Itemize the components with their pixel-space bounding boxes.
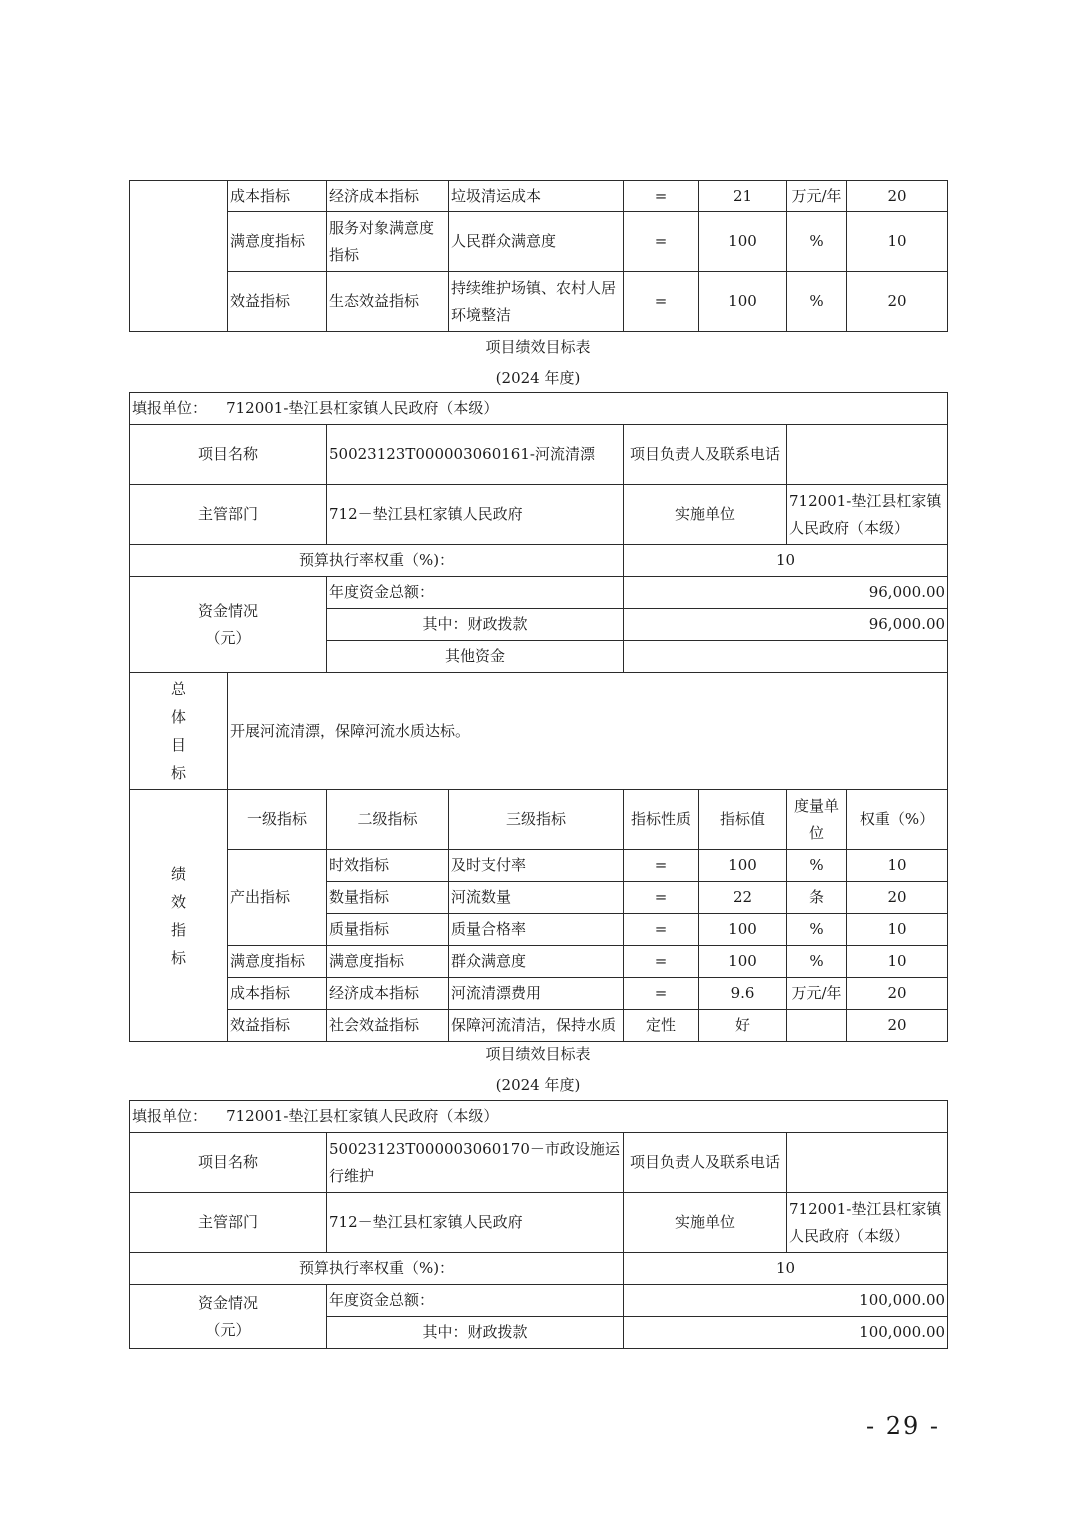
table-row: [130, 850, 948, 882]
other-fund-label: 其他资金: [327, 641, 624, 673]
unit-cell: %: [787, 914, 847, 946]
unit-cell: 万元/年: [787, 181, 847, 212]
reporting-unit-label: 填报单位：: [132, 1107, 208, 1125]
budget-weight-label: 预算执行率权重（%)：: [130, 545, 624, 577]
weight-cell: 10: [847, 212, 948, 272]
contact-value: [787, 425, 948, 485]
level2-cell: 服务对象满意度指标: [327, 212, 449, 272]
fund-unit-text: （元）: [205, 1320, 251, 1339]
value-cell: 100: [699, 850, 787, 882]
project-name-value: 50023123T000003060170－市政设施运行维护: [327, 1133, 624, 1193]
table-row: [130, 1253, 948, 1285]
contact-value: [787, 1133, 948, 1193]
reporting-unit-value: 712001-垫江县杠家镇人民政府（本级）: [226, 1107, 499, 1125]
goal-char: 目: [170, 736, 186, 754]
reporting-unit-label: 填报单位：: [132, 399, 208, 417]
table-title: 项目绩效目标表: [485, 1045, 591, 1063]
dept-value: 712－垫江县杠家镇人民政府: [327, 1193, 624, 1253]
level3-cell: 河流清漂费用: [449, 978, 624, 1010]
performance-table-municipal: [129, 1100, 948, 1349]
weight-cell: 10: [847, 914, 948, 946]
header-level2: 二级指标: [327, 790, 449, 850]
nature-cell: =: [624, 882, 699, 914]
impl-label: 实施单位: [624, 1193, 787, 1253]
level1-cell: 满意度指标: [228, 946, 327, 978]
unit-cell: 条: [787, 882, 847, 914]
header-unit: 度量单位: [787, 790, 847, 850]
table-row: [130, 212, 948, 272]
level1-cell: 成本指标: [228, 978, 327, 1010]
annual-fund-value: 100,000.00: [624, 1285, 948, 1317]
table-row: [130, 545, 948, 577]
goal-char: 总: [170, 680, 186, 698]
table-row: [130, 1285, 948, 1317]
project-name-label: 项目名称: [130, 425, 327, 485]
level3-cell: 垃圾清运成本: [449, 181, 624, 212]
level1-cell: 满意度指标: [228, 212, 327, 272]
page-number: - 29 -: [866, 1412, 941, 1440]
impl-value: 712001-垫江县杠家镇人民政府（本级）: [787, 1193, 948, 1253]
overall-goal-text: 开展河流清漂，保障河流水质达标。: [228, 673, 948, 790]
table-continued: [129, 180, 948, 332]
header-value: 指标值: [699, 790, 787, 850]
level1-cell: 成本指标: [228, 181, 327, 212]
fund-label-text: 资金情况: [197, 1293, 258, 1312]
header-level3: 三级指标: [449, 790, 624, 850]
fund-unit-text: （元）: [205, 628, 251, 647]
fund-label-text: 资金情况: [197, 601, 258, 620]
nature-cell: =: [624, 272, 699, 332]
annual-fund-label: 年度资金总额：: [327, 577, 624, 609]
fiscal-fund-label: 其中：财政拨款: [327, 1317, 624, 1349]
annual-fund-label: 年度资金总额：: [327, 1285, 624, 1317]
header-level1: 一级指标: [228, 790, 327, 850]
table-row: [130, 181, 948, 212]
nature-cell: =: [624, 850, 699, 882]
table-row: [130, 485, 948, 545]
table-row: [130, 1193, 948, 1253]
value-cell: 9.6: [699, 978, 787, 1010]
level2-cell: 时效指标: [327, 850, 449, 882]
value-cell: 21: [699, 181, 787, 212]
nature-cell: =: [624, 978, 699, 1010]
perf-char: 效: [170, 892, 186, 911]
empty-cell: [130, 181, 228, 332]
level1-cell: 产出指标: [228, 850, 327, 946]
table-row: [130, 978, 948, 1010]
table-row: [130, 673, 948, 790]
weight-cell: 20: [847, 272, 948, 332]
level3-cell: 河流数量: [449, 882, 624, 914]
perf-char: 绩: [170, 864, 186, 883]
table-year: (2024 年度): [495, 1076, 581, 1094]
weight-cell: 20: [847, 978, 948, 1010]
header-nature: 指标性质: [624, 790, 699, 850]
nature-cell: =: [624, 212, 699, 272]
level2-cell: 数量指标: [327, 882, 449, 914]
performance-indicator-label: [130, 790, 228, 1042]
level2-cell: 经济成本指标: [327, 181, 449, 212]
table-row: [130, 946, 948, 978]
level3-cell: 及时支付率: [449, 850, 624, 882]
level3-cell: 人民群众满意度: [449, 212, 624, 272]
table-row: [130, 425, 948, 485]
budget-weight-value: 10: [624, 1253, 948, 1285]
fund-label: [130, 577, 327, 673]
weight-cell: 20: [847, 882, 948, 914]
header-weight: 权重（%）: [847, 790, 948, 850]
weight-cell: 10: [847, 946, 948, 978]
unit-cell: %: [787, 212, 847, 272]
level2-cell: 经济成本指标: [327, 978, 449, 1010]
dept-label: 主管部门: [130, 485, 327, 545]
dept-value: 712－垫江县杠家镇人民政府: [327, 485, 624, 545]
table-header-row: [130, 790, 948, 850]
level3-cell: 保障河流清洁，保持水质: [449, 1010, 624, 1042]
table-row: [130, 1133, 948, 1193]
level2-cell: 质量指标: [327, 914, 449, 946]
table-title: 项目绩效目标表: [485, 338, 591, 356]
project-name-value: 50023123T000003060161-河流清漂: [327, 425, 624, 485]
level2-cell: 满意度指标: [327, 946, 449, 978]
table-row: [130, 1101, 948, 1133]
perf-char: 指: [170, 920, 186, 939]
nature-cell: =: [624, 914, 699, 946]
budget-weight-label: 预算执行率权重（%)：: [130, 1253, 624, 1285]
contact-label: 项目负责人及联系电话: [624, 1133, 787, 1193]
fiscal-fund-value: 96,000.00: [624, 609, 948, 641]
table-row: [130, 272, 948, 332]
level2-cell: 社会效益指标: [327, 1010, 449, 1042]
level1-cell: 效益指标: [228, 272, 327, 332]
dept-label: 主管部门: [130, 1193, 327, 1253]
weight-cell: 20: [847, 181, 948, 212]
annual-fund-value: 96,000.00: [624, 577, 948, 609]
project-name-label: 项目名称: [130, 1133, 327, 1193]
nature-cell: =: [624, 181, 699, 212]
level1-cell: 效益指标: [228, 1010, 327, 1042]
perf-char: 标: [170, 948, 186, 967]
value-cell: 100: [699, 272, 787, 332]
other-fund-value: [624, 641, 948, 673]
unit-cell: %: [787, 272, 847, 332]
value-cell: 好: [699, 1010, 787, 1042]
performance-table-river: [129, 392, 948, 1042]
overall-goal-label: [130, 673, 228, 790]
weight-cell: 10: [847, 850, 948, 882]
value-cell: 100: [699, 914, 787, 946]
table-year: (2024 年度): [495, 369, 581, 387]
goal-char: 标: [170, 764, 186, 782]
weight-cell: 20: [847, 1010, 948, 1042]
reporting-unit: [130, 393, 948, 425]
level3-cell: 群众满意度: [449, 946, 624, 978]
reporting-unit: [130, 1101, 948, 1133]
impl-value: 712001-垫江县杠家镇人民政府（本级）: [787, 485, 948, 545]
budget-weight-value: 10: [624, 545, 948, 577]
contact-label: 项目负责人及联系电话: [624, 425, 787, 485]
nature-cell: =: [624, 946, 699, 978]
fund-label: [130, 1285, 327, 1349]
table-row: [130, 577, 948, 609]
value-cell: 22: [699, 882, 787, 914]
unit-cell: %: [787, 946, 847, 978]
nature-cell: 定性: [624, 1010, 699, 1042]
table-row: [130, 393, 948, 425]
level3-cell: 质量合格率: [449, 914, 624, 946]
level3-cell: 持续维护场镇、农村人居环境整洁: [449, 272, 624, 332]
unit-cell: [787, 1010, 847, 1042]
unit-cell: 万元/年: [787, 978, 847, 1010]
value-cell: 100: [699, 946, 787, 978]
value-cell: 100: [699, 212, 787, 272]
level2-cell: 生态效益指标: [327, 272, 449, 332]
fiscal-fund-label: 其中：财政拨款: [327, 609, 624, 641]
fiscal-fund-value: 100,000.00: [624, 1317, 948, 1349]
unit-cell: %: [787, 850, 847, 882]
goal-char: 体: [170, 708, 186, 726]
table-row: [130, 1010, 948, 1042]
reporting-unit-value: 712001-垫江县杠家镇人民政府（本级）: [226, 399, 499, 417]
impl-label: 实施单位: [624, 485, 787, 545]
